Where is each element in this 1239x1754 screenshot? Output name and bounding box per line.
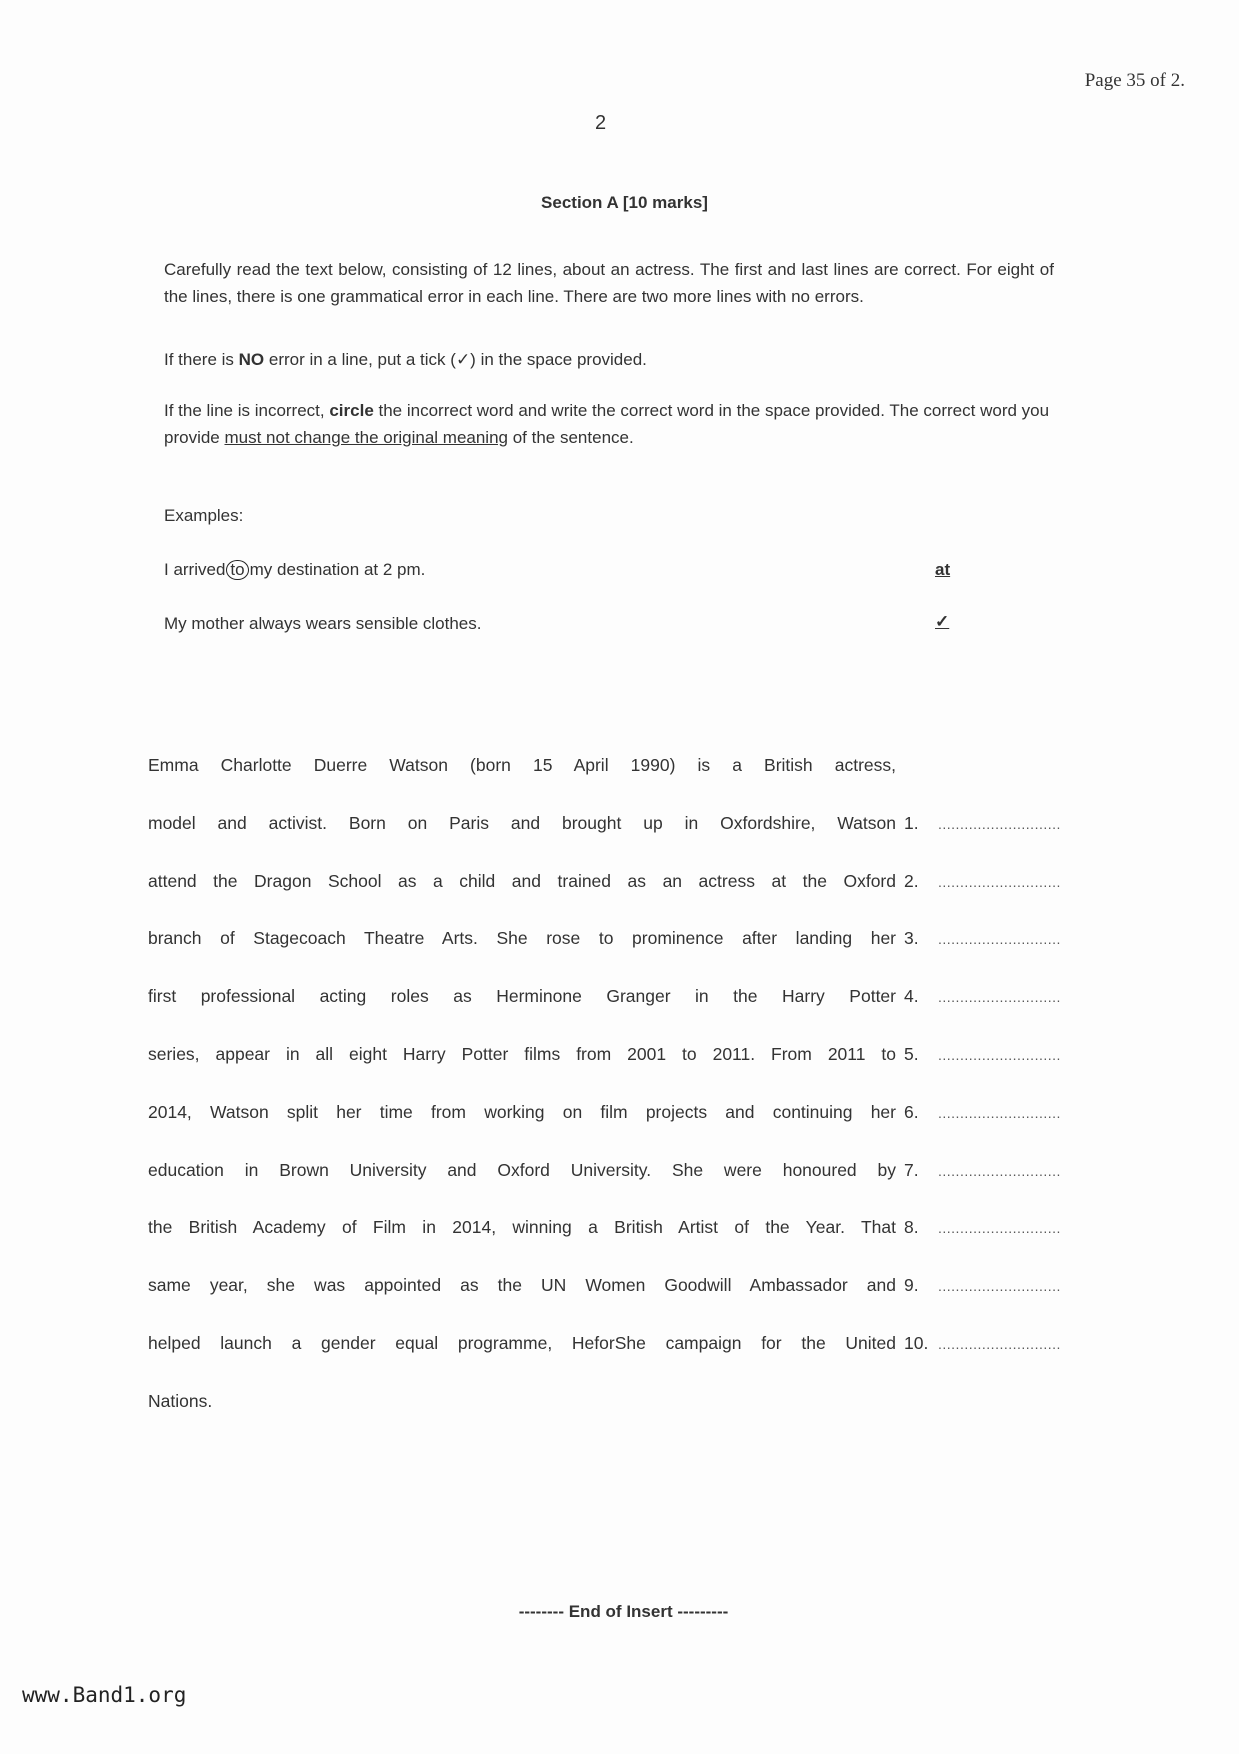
passage-line: first professional acting roles as Herminone Granger in the Harry Potter [148,986,896,1007]
example-2: My mother always wears sensible clothes. [164,614,482,633]
passage-line: same year, she was appointed as the UN Women Goodwill Ambassador and [148,1275,896,1296]
example-1-answer: at [935,560,951,579]
instruction-paragraph-2 [164,346,1054,373]
passage-line: education in Brown University and Oxford University. She were honoured by [148,1159,896,1180]
watermark: www.Band1.org [22,1683,187,1707]
answer-blank[interactable]: ............................ [938,1278,1061,1295]
page-label: Page 35 of 2. [1084,70,1185,91]
answer-blank[interactable]: ............................ [938,989,1061,1006]
answer-blank[interactable]: ............................ [938,1047,1061,1063]
passage-line: Emma Charlotte Duerre Watson (born 15 April 1990) is a British actress, [148,755,896,775]
text: I arrived [164,560,226,579]
instruction-paragraph-3 [164,397,1054,451]
passage-line: Nations. [148,1390,213,1411]
line-number: 4. [904,986,919,1007]
line-number: 10. [904,1333,929,1353]
example-2-answer: ✓ [935,612,950,631]
text: of the sentence. [508,428,634,447]
text: my destination at 2 pm. [249,560,426,579]
line-number: 7. [904,1159,919,1180]
text: If there is [164,350,239,369]
line-number: 5. [904,1044,919,1064]
text: If the line is incorrect, [164,401,330,420]
page-number: 2 [595,112,607,134]
answer-blank[interactable]: ............................ [938,815,1061,832]
answer-blank[interactable]: ............................ [938,1336,1061,1352]
underlined-text: must not change the original meaning [224,428,508,447]
line-number: 2. [904,870,919,891]
answer-blank[interactable]: ............................ [938,1104,1061,1121]
text: error in a line, put a tick (✓) in the space provided. [264,350,647,369]
line-number: 8. [904,1217,919,1238]
end-of-insert: -------- End of Insert --------- [518,1602,729,1621]
text: the incorrect word and write the correct word in the space provided. The correct word you provide [164,401,1050,447]
answer-blank[interactable]: ............................ [938,1220,1061,1237]
passage-line: attend the Dragon School as a child and trained as an actress at the Oxford [148,870,896,891]
bold-text: NO [238,350,265,369]
passage-line: the British Academy of Film in 2014, winning a British Artist of the Year. That [148,1217,896,1238]
instruction-paragraph-1: Carefully read the text below, consisting of 12 lines, about an actress. The first and last lines are correct. For eight of the lines, there is one grammatical error in each line. There are two more lines with no errors. [164,260,1054,306]
answer-blank[interactable]: ............................ [938,1162,1061,1179]
examples-label: Examples: [164,506,244,525]
passage-line: helped launch a gender equal programme, HeforShe campaign for the United [148,1333,896,1353]
line-number: 3. [904,928,919,949]
line-number: 1. [904,812,919,833]
passage-line: model and activist. Born on Paris and brought up in Oxfordshire, Watson [148,812,896,833]
line-number: 6. [904,1101,919,1122]
example-1 [164,560,425,580]
circled-word: to [226,560,248,580]
bold-text: circle [329,401,374,420]
passage-line: series, appear in all eight Harry Potter films from 2001 to 2011. From 2011 to [148,1044,896,1064]
passage-line: branch of Stagecoach Theatre Arts. She rose to prominence after landing her [148,928,896,949]
line-number: 9. [904,1275,919,1296]
answer-blank[interactable]: ............................ [938,931,1061,948]
section-title: Section A [10 marks] [541,193,708,212]
passage-line: 2014, Watson split her time from working on film projects and continuing her [148,1101,896,1122]
answer-blank[interactable]: ............................ [938,873,1061,890]
